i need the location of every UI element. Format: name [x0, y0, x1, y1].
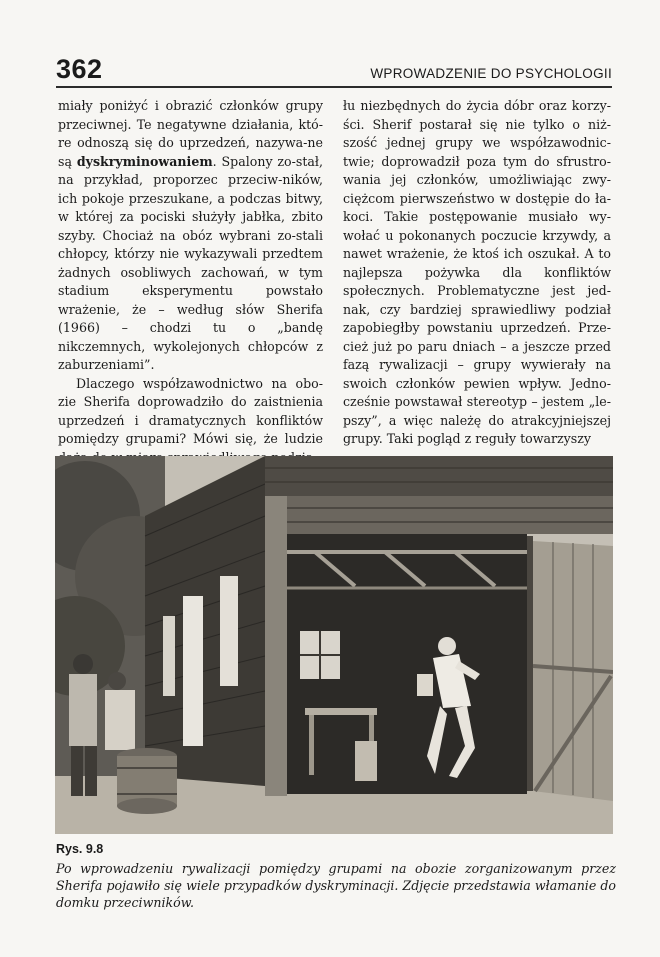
page-number: 362 [56, 54, 103, 84]
paragraph-left-1-end: . Spalony zo-stał, na przykład, proporzec przeciw-ników, ich pokoje przeszukane, a podczas bitwy, w której za pociski służyły jabłka, zbito szyby. Chociaż na obóz wybrani zo-stali chłopcy, którzy nie wykazywali przedtem żadnych osobliwych zachowań, w tym stadium eksperymentu powstało wrażenie, że – według słów Sherifa (1966) – chodzi tu o „bandę nikczemnych, wykolejonych chłopców z zaburzeniami”. [58, 153, 323, 372]
term-dyskryminowanie: dyskryminowaniem [76, 153, 213, 169]
figure-label: Rys. 9.8 [56, 842, 104, 856]
paragraph-left-1 [58, 97, 323, 375]
paragraph-left-2: Dlaczego współzawodnictwo na obo-zie Sherifa doprowadziło do zaistnienia uprzedzeń i dramatycznych konfliktów pomiędzy grupami? Mówi się, że ludzie [58, 375, 323, 446]
figure-caption: Po wprowadzeniu rywalizacji pomiędzy grupami na obozie zorganizowanym przez Sherifa pojawiło się wiele przypadków dyskryminacji. Zdjęcie przedstawia włamanie do domku przeciwników. [56, 861, 616, 910]
paragraph-right-1: łu niezbędnych do życia dóbr oraz korzy-ści. Sherif postarał się nie tylko o niż-szość jednej grupy we współzawodnic-twie; doprowadził poza tym do sfrustro-wania jej członków, umożliwiając zwy-ciężcom pierwszeństwo w dostępie do ła-koci. Takie postępowanie musiało wy-wołać u pokonanych poczucie krzywdy, a nawet wrażenie, że ktoś ich oszukał. A to najlepsza pożywka dla konfliktów społecznych. Problematyczne jest jed-nak, czy bardziej sprawiedliwy podział zapobiegłby powstaniu uprzedzeń. Prze-cież już po paru dniach – a jeszcze przed fazą rywalizacji – grupy wywierały na swoich członków pewien wpływ. Jedno-cześnie powstawał stereotyp – jestem „le-pszy”, a więc należę do atrakcyjniejszej grupy. Taki pogląd z reguły towarzyszy [343, 98, 611, 446]
paragraph-left-1-start: miały poniżyć i obrazić członków grupy przeciwnej. Te negatywne działania, któ-re odnoszą się do uprzedzeń, nazywa-ne są [58, 98, 323, 169]
text-column-left [58, 97, 323, 467]
figure-photo [55, 456, 613, 834]
running-title: WPROWADZENIE DO PSYCHOLOGII [370, 66, 612, 81]
text-column-right [343, 97, 611, 449]
header-rule [56, 86, 612, 88]
